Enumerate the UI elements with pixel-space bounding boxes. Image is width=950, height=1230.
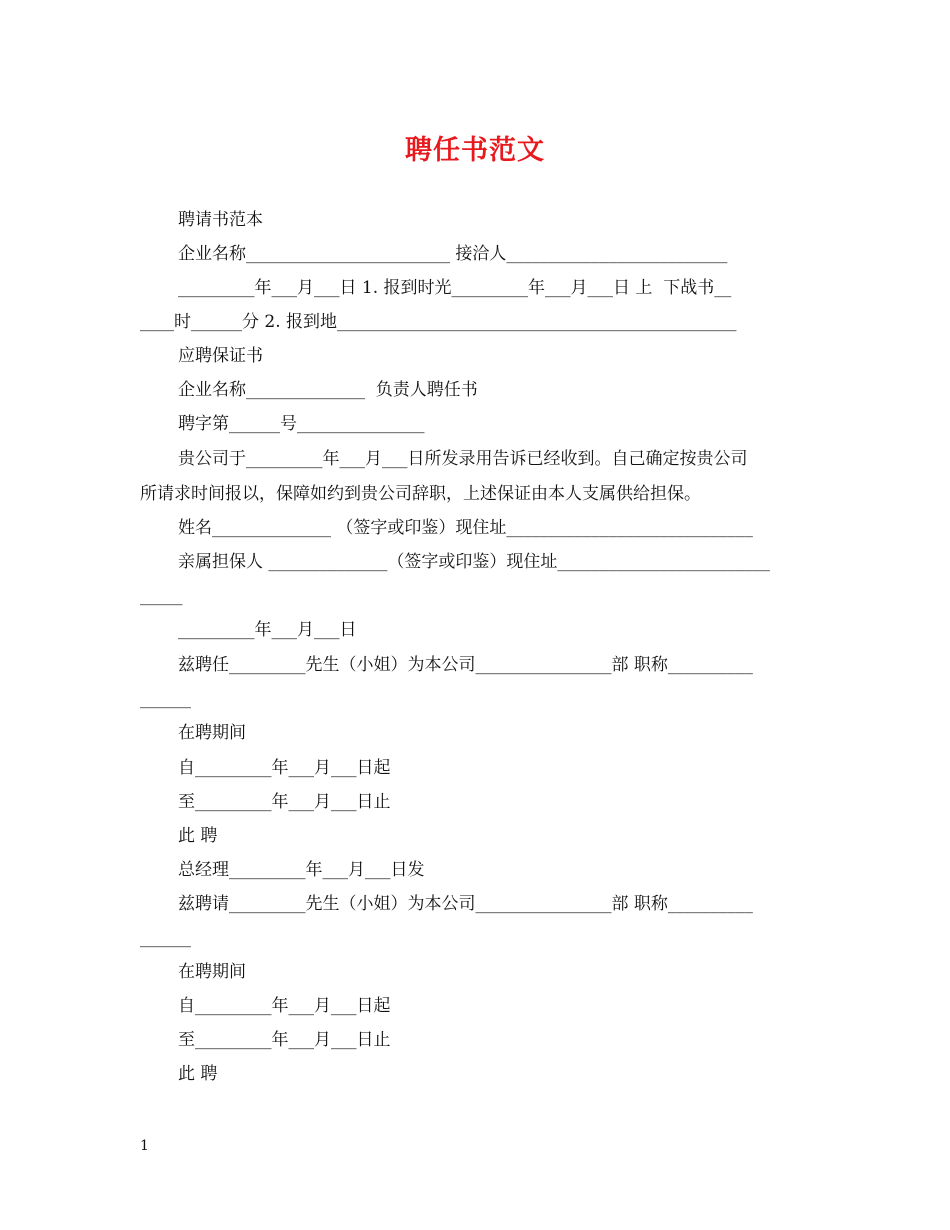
body-line: 在聘期间: [178, 723, 246, 743]
body-line: 亲属担保人 ______________（签字或印鉴）现住址_________________________: [178, 552, 770, 572]
body-line: 兹聘任_________先生（小姐）为本公司________________部 职称__________: [178, 655, 753, 675]
body-line: 自_________年___月___日起: [178, 996, 391, 1016]
body-line: 至_________年___月___日止: [178, 1030, 391, 1050]
body-line: 在聘期间: [178, 962, 246, 982]
body-line: ____时______分 2. 报到地_______________________________________________: [140, 312, 737, 332]
body-line: ______: [140, 689, 191, 709]
document-title: 聘任书范文: [405, 135, 545, 166]
body-line: _____: [140, 586, 183, 606]
body-line: 聘字第______号_______________: [178, 414, 425, 434]
body-line: 总经理_________年___月___日发: [178, 860, 425, 880]
body-line: 兹聘请_________先生（小姐）为本公司________________部 职称__________: [178, 894, 753, 914]
body-line: 此 聘: [178, 1064, 218, 1084]
body-line: 贵公司于_________年___月___日所发录用告诉已经收到。自己确定按贵公司: [178, 449, 748, 469]
page-number: 1: [140, 1138, 149, 1154]
body-line: 企业名称______________ 负责人聘任书: [178, 380, 478, 400]
body-line: 此 聘: [178, 826, 218, 846]
body-line: 聘请书范本: [178, 210, 263, 230]
body-line: 应聘保证书: [178, 346, 263, 366]
body-line: 自_________年___月___日起: [178, 758, 391, 778]
body-line: 企业名称________________________ 接洽人__________________________: [178, 244, 728, 264]
body-line: 至_________年___月___日止: [178, 792, 391, 812]
body-line: 所请求时间报以，保障如约到贵公司辞职，上述保证由本人支属供给担保。: [140, 484, 701, 504]
body-line: 姓名______________ （签字或印鉴）现住址_____________________________: [178, 518, 753, 538]
body-line: _________年___月___日: [178, 620, 357, 640]
body-line: ______: [140, 928, 191, 948]
body-line: _________年___月___日 1. 报到时光_________年___月___日 上 下战书__: [178, 278, 732, 298]
